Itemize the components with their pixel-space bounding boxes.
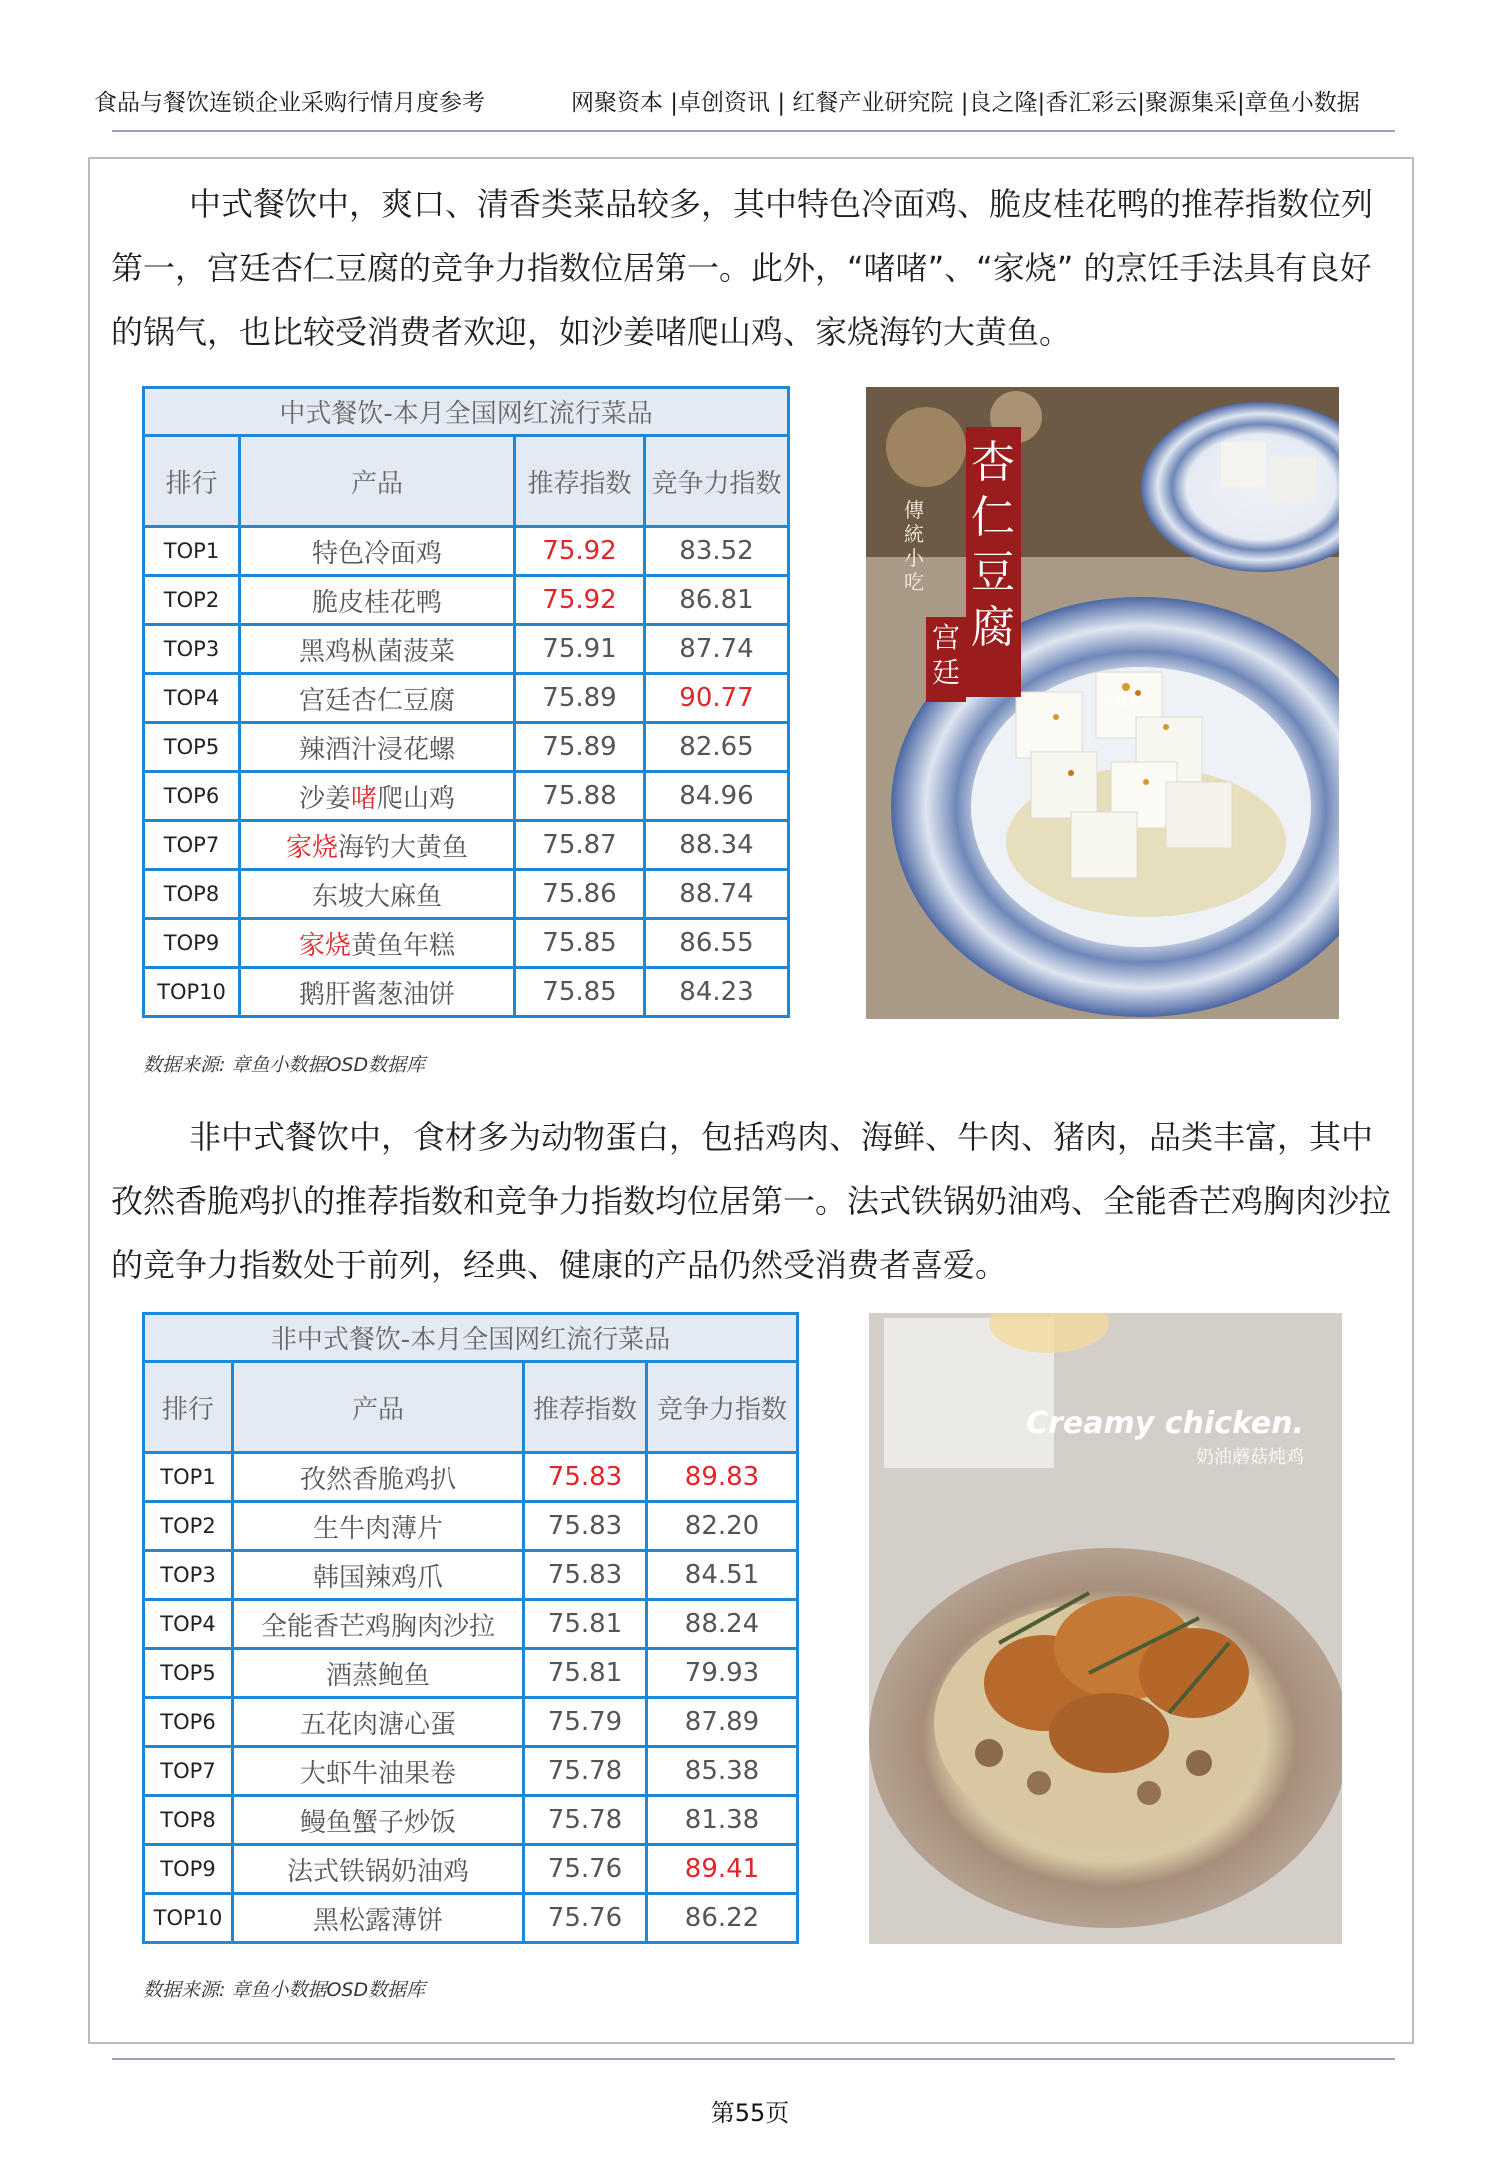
product-cell [240,527,515,576]
rank-cell: TOP7 [144,821,240,870]
product-cell [240,919,515,968]
photo-title-char: 杏 [971,437,1015,488]
data-source: 数据来源: 章鱼小数据OSD数据库 [143,1979,426,2001]
competitiveness-index-cell: 88.34 [645,821,789,870]
product-name-suffix: 黑鸡枞菌菠菜 [298,636,455,667]
recommend-index-cell: 75.76 [524,1894,647,1943]
table-row [144,919,789,968]
footer-divider [112,2058,1395,2060]
product-name-suffix: 爬山鸡 [377,783,456,814]
rank-cell: TOP10 [144,1894,233,1943]
report-sources: 网聚资本 |卓创资讯 | 红餐产业研究院 |良之隆|香汇彩云|聚源集采|章鱼小数据 [571,90,1360,116]
rank-cell: TOP1 [144,1453,233,1502]
col-header-recommend-index: 推荐指数 [524,1362,647,1453]
competitiveness-index-cell: 85.38 [647,1747,798,1796]
rank-cell: TOP1 [144,527,240,576]
recommend-index-cell: 75.85 [515,919,645,968]
page-number: 第55页 [710,2099,790,2127]
product-name-suffix: 脆皮桂花鸭 [311,587,442,618]
table-body [144,1453,798,1943]
chinese-dishes-table [142,386,790,1018]
table-row [144,625,789,674]
photo-tag-char: 宫 [931,621,961,654]
product-cell: 酒蒸鲍鱼 [233,1649,524,1698]
chinese-cuisine-paragraph [111,172,1401,364]
photo-tag-char: 統 [904,522,924,546]
table-row [144,1747,798,1796]
photo-title: Creamy chicken. [1026,1406,1304,1441]
recommend-index-cell: 75.81 [524,1649,647,1698]
product-cell: 黑松露薄饼 [233,1894,524,1943]
recommend-index-cell: 75.78 [524,1747,647,1796]
competitiveness-index-cell: 88.24 [647,1600,798,1649]
table-row [144,1894,798,1943]
product-name-suffix: 东坡大麻鱼 [311,881,442,912]
table-row [144,1845,798,1894]
recommend-index-cell: 75.83 [524,1453,647,1502]
recommend-index-cell: 75.89 [515,674,645,723]
col-header-product: 产品 [240,436,515,527]
photo-title-char: 仁 [971,492,1015,543]
table-row [144,870,789,919]
photo-tag-char: 小 [904,546,924,570]
competitiveness-index-cell: 84.96 [645,772,789,821]
recommend-index-cell: 75.87 [515,821,645,870]
photo-tag-char: 吃 [904,570,924,594]
recommend-index-cell: 75.92 [515,527,645,576]
rank-cell: TOP9 [144,919,240,968]
col-header-competitiveness-index: 竞争力指数 [645,436,789,527]
photo-tag-char: 廷 [931,656,961,689]
rank-cell: TOP2 [144,1502,233,1551]
almond-tofu-illustration [866,387,1339,1019]
photo-title-char: 豆 [971,547,1015,598]
rank-cell: TOP8 [144,1796,233,1845]
competitiveness-index-cell: 84.23 [645,968,789,1017]
table-body [144,527,789,1017]
competitiveness-index-cell: 84.51 [647,1551,798,1600]
competitiveness-index-cell: 90.77 [645,674,789,723]
col-header-recommend-index: 推荐指数 [515,436,645,527]
table-row [144,1502,798,1551]
recommend-index-cell: 75.79 [524,1698,647,1747]
competitiveness-index-cell: 89.83 [647,1453,798,1502]
data-source: 数据来源: 章鱼小数据OSD数据库 [143,1054,426,1076]
col-header-product: 产品 [233,1362,524,1453]
recommend-index-cell: 75.83 [524,1551,647,1600]
rank-cell: TOP10 [144,968,240,1017]
table-row [144,968,789,1017]
photo-subtitle: 奶油蘑菇炖鸡 [1196,1447,1304,1468]
product-cell: 五花肉溏心蛋 [233,1698,524,1747]
recommend-index-cell: 75.92 [515,576,645,625]
competitiveness-index-cell: 86.22 [647,1894,798,1943]
recommend-index-cell: 75.89 [515,723,645,772]
report-title: 食品与餐饮连锁企业采购行情月度参考 [94,90,485,116]
product-cell [240,625,515,674]
table-row [144,1551,798,1600]
product-cell: 法式铁锅奶油鸡 [233,1845,524,1894]
table-row [144,723,789,772]
rank-cell: TOP9 [144,1845,233,1894]
product-cell: 鳗鱼蟹子炒饭 [233,1796,524,1845]
competitiveness-index-cell: 79.93 [647,1649,798,1698]
table-row [144,1698,798,1747]
competitiveness-index-cell: 86.55 [645,919,789,968]
product-name-prefix: 沙姜 [298,783,351,814]
competitiveness-index-cell: 83.52 [645,527,789,576]
product-cell [240,723,515,772]
rank-cell: TOP2 [144,576,240,625]
recommend-index-cell: 75.91 [515,625,645,674]
product-cell [240,772,515,821]
competitiveness-index-cell: 88.74 [645,870,789,919]
product-cell [240,968,515,1017]
photo-watermark: 小红书 [1104,694,1141,708]
competitiveness-index-cell: 81.38 [647,1796,798,1845]
creamy-chicken-photo [869,1313,1342,1944]
product-cell: 韩国辣鸡爪 [233,1551,524,1600]
rank-cell: TOP7 [144,1747,233,1796]
col-header-competitiveness-index: 竞争力指数 [647,1362,798,1453]
table-row [144,674,789,723]
product-cell [240,576,515,625]
almond-tofu-photo [866,387,1339,1019]
recommend-index-cell: 75.78 [524,1796,647,1845]
rank-cell: TOP4 [144,674,240,723]
product-name-suffix: 宫廷杏仁豆腐 [298,685,455,716]
recommend-index-cell: 75.86 [515,870,645,919]
product-name-suffix: 海钓大黄鱼 [338,832,469,863]
rank-cell: TOP3 [144,1551,233,1600]
western-cuisine-text: 非中式餐饮中，食材多为动物蛋白，包括鸡肉、海鲜、牛肉、猪肉，品类丰富，其中孜然香脆鸡扒的推荐指数和竞争力指数均位居第一。法式铁锅奶油鸡、全能香芒鸡胸肉沙拉的竞争力指数处于前列，经典、健康的产品仍然受消费者喜爱。 [111,1118,1392,1284]
rank-cell: TOP8 [144,870,240,919]
western-cuisine-paragraph [111,1105,1401,1297]
competitiveness-index-cell: 82.65 [645,723,789,772]
col-header-rank: 排行 [144,1362,233,1453]
competitiveness-index-cell: 87.89 [647,1698,798,1747]
competitiveness-index-cell: 89.41 [647,1845,798,1894]
col-header-rank: 排行 [144,436,240,527]
table-row [144,576,789,625]
product-name-suffix: 辣酒汁浸花螺 [298,734,455,765]
table-row [144,1453,798,1502]
cooking-method-highlight: 家烧 [285,832,338,863]
table-row [144,1600,798,1649]
competitiveness-index-cell: 82.20 [647,1502,798,1551]
table-row [144,772,789,821]
rank-cell: TOP6 [144,1698,233,1747]
table-row [144,821,789,870]
product-cell: 全能香芒鸡胸肉沙拉 [233,1600,524,1649]
western-dishes-table [142,1312,799,1944]
rank-cell: TOP6 [144,772,240,821]
rank-cell: TOP4 [144,1600,233,1649]
recommend-index-cell: 75.81 [524,1600,647,1649]
photo-title-char: 腐 [971,602,1015,653]
product-name-suffix: 黄鱼年糕 [351,930,456,961]
product-cell [240,821,515,870]
product-cell: 生牛肉薄片 [233,1502,524,1551]
recommend-index-cell: 75.76 [524,1845,647,1894]
photo-tag-char: 傳 [904,498,924,522]
recommend-index-cell: 75.88 [515,772,645,821]
table-title: 非中式餐饮-本月全国网红流行菜品 [144,1314,798,1362]
product-cell: 大虾牛油果卷 [233,1747,524,1796]
recommend-index-cell: 75.83 [524,1502,647,1551]
recommend-index-cell: 75.85 [515,968,645,1017]
competitiveness-index-cell: 87.74 [645,625,789,674]
product-name-suffix: 鹅肝酱葱油饼 [298,979,455,1010]
product-cell [240,674,515,723]
product-cell: 孜然香脆鸡扒 [233,1453,524,1502]
table-row [144,1796,798,1845]
chinese-cuisine-text: 中式餐饮中，爽口、清香类菜品较多，其中特色冷面鸡、脆皮桂花鸭的推荐指数位列第一，宫廷杏仁豆腐的竞争力指数位居第一。此外，“啫啫”、“家烧” 的烹饪手法具有良好的锅气，也比较受消费者欢迎，如沙姜啫爬山鸡、家烧海钓大黄鱼。 [111,185,1374,351]
table-row [144,527,789,576]
competitiveness-index-cell: 86.81 [645,576,789,625]
product-cell [240,870,515,919]
rank-cell: TOP3 [144,625,240,674]
header-divider [112,130,1395,132]
rank-cell: TOP5 [144,723,240,772]
table-title: 中式餐饮-本月全国网红流行菜品 [144,388,789,436]
product-name-suffix: 特色冷面鸡 [311,538,442,569]
creamy-chicken-illustration [869,1313,1342,1944]
rank-cell: TOP5 [144,1649,233,1698]
cooking-method-highlight: 啫 [350,783,377,814]
table-row [144,1649,798,1698]
cooking-method-highlight: 家烧 [298,930,351,961]
